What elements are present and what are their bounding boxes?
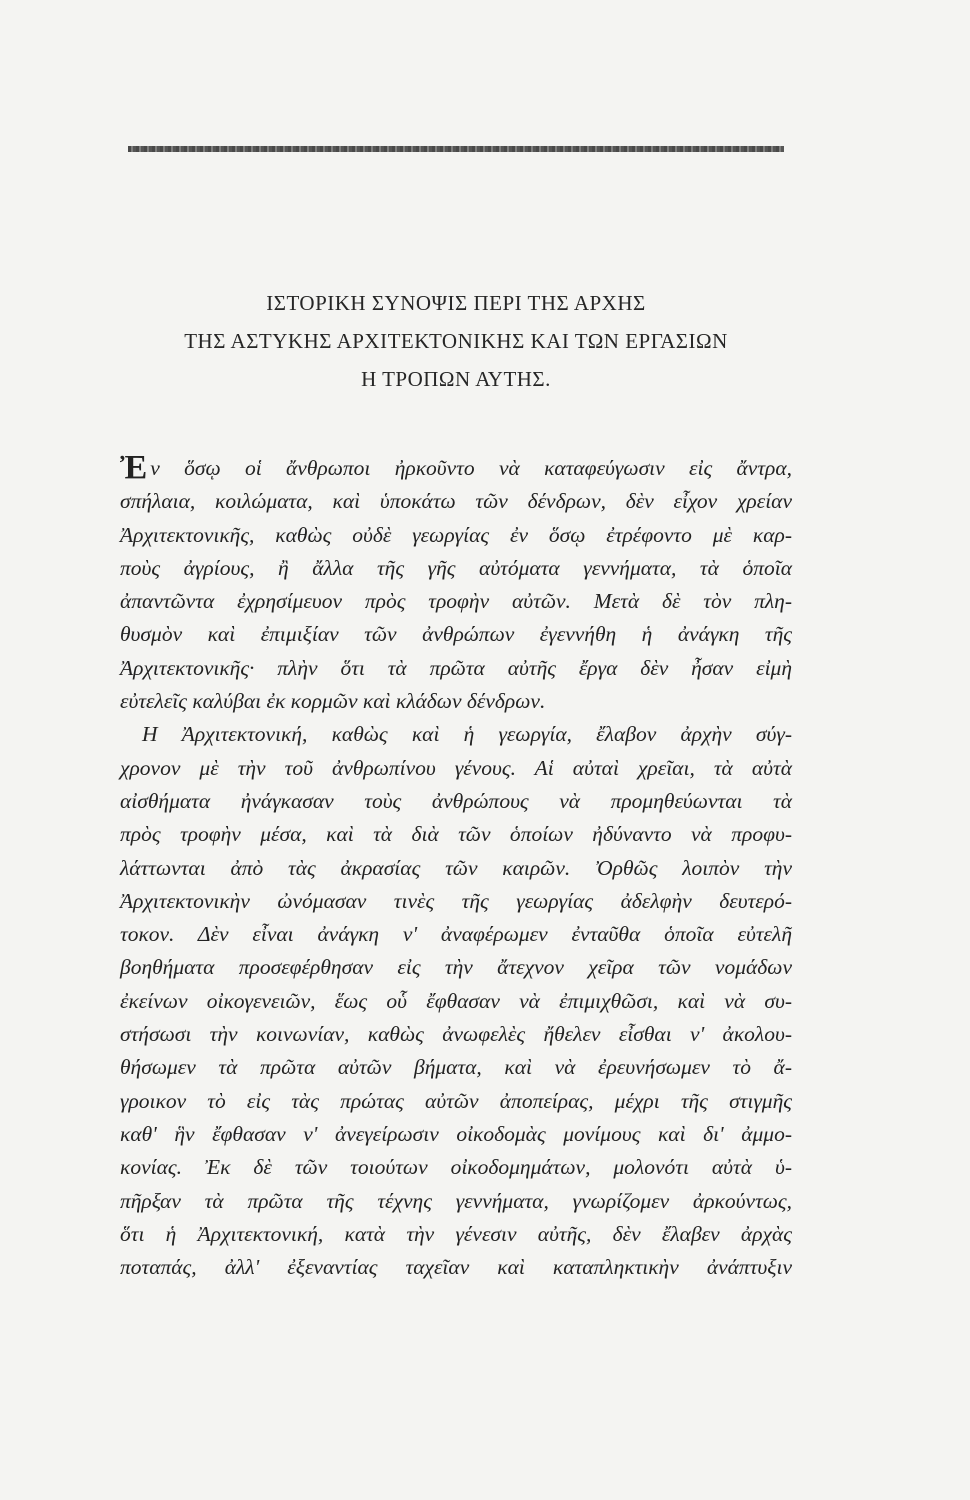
text-line: ὅτι ἡ Ἀρχιτεκτονική, κατὰ τὴν γένεσιν αὐτῆς, δὲν ἔλαβεν ἀρχὰς bbox=[120, 1221, 792, 1246]
text-line: κονίας. Ἐκ δὲ τῶν τοιούτων οἰκοδομημάτων, μολονότι αὐτὰ ὑ- bbox=[120, 1155, 792, 1180]
text-line: γροικον τὸ εἰς τὰς πρώτας αὐτῶν ἀποπείρας, μέχρι τῆς στιγμῆς bbox=[120, 1088, 792, 1113]
text-line: Ἀρχιτεκτονικῆς· πλὴν ὅτι τὰ πρῶτα αὐτῆς ἔργα δὲν ἦσαν εἰμὴ bbox=[120, 655, 792, 680]
text-line: πῆρξαν τὰ πρῶτα τῆς τέχνης γεννήματα, γνωρίζομεν ἀρκούντως, bbox=[120, 1188, 792, 1213]
title-line-3: Η ΤΡΟΠΩΝ ΑΥΤΗΣ. bbox=[361, 367, 551, 391]
text-line: εὐτελεῖς καλύβαι ἐκ κορμῶν καὶ κλάδων δένδρων. bbox=[120, 689, 546, 714]
body-text bbox=[120, 449, 792, 1284]
text-line: στήσωσι τὴν κοινωνίαν, καθὼς ἀνωφελὲς ἤθελεν εἶσθαι ν' ἀκολου- bbox=[120, 1022, 792, 1047]
text-line: καθ' ἣν ἔφθασαν ν' ἀνεγείρωσιν οἰκοδομὰς μονίμους καὶ δι' ἀμμο- bbox=[120, 1121, 792, 1146]
text-line: ποταπάς, ἀλλ' ἐξεναντίας ταχεῖαν καὶ καταπληκτικὴν ἀνάπτυξιν bbox=[120, 1255, 792, 1280]
chapter-title bbox=[120, 284, 792, 398]
text-line: σπήλαια, κοιλώματα, καὶ ὑποκάτω τῶν δένδρων, δὲν εἶχον χρείαν bbox=[120, 489, 792, 514]
text-line: Ἀρχιτεκτονικὴν ὠνόμασαν τινὲς τῆς γεωργίας ἀδελφὴν δευτερό- bbox=[120, 888, 792, 913]
text-line: χρονον μὲ τὴν τοῦ ἀνθρωπίνου γένους. Αἱ αὐταὶ χρεῖαι, τὰ αὐτὰ bbox=[120, 755, 792, 780]
text-line: τοκον. Δὲν εἶναι ἀνάγκη ν' ἀναφέρωμεν ἐνταῦθα ὁποῖα εὐτελῆ bbox=[120, 922, 792, 947]
text-line: λάττωνται ἀπὸ τὰς ἀκρασίας τῶν καιρῶν. Ὀρθῶς λοιπὸν τὴν bbox=[120, 855, 792, 880]
drop-cap: Ἐ bbox=[120, 449, 148, 486]
text-line: θήσωμεν τὰ πρῶτα αὐτῶν βήματα, καὶ νὰ ἐρευνήσωμεν τὸ ἄ- bbox=[120, 1055, 792, 1080]
title-line-2: ΤΗΣ ΑΣΤΥΚΗΣ ΑΡΧΙΤΕΚΤΟΝΙΚΗΣ ΚΑΙ ΤΩΝ ΕΡΓΑΣΙΩΝ bbox=[184, 329, 728, 353]
title-line-1: ΙΣΤΟΡΙΚΗ ΣΥΝΟΨΙΣ ΠΕΡΙ ΤΗΣ ΑΡΧΗΣ bbox=[266, 291, 646, 315]
text-line: ἐκείνων οἰκογενειῶν, ἕως οὗ ἔφθασαν νὰ ἐπιμιχθῶσι, καὶ νὰ συ- bbox=[120, 988, 792, 1013]
text-line: αἰσθήματα ἠνάγκασαν τοὺς ἀνθρώπους νὰ προμηθεύωνται τὰ bbox=[120, 788, 792, 813]
header-rule bbox=[128, 146, 784, 152]
text-line: βοηθήματα προσεφέρθησαν εἰς τὴν ἄτεχνον χεῖρα τῶν νομάδων bbox=[120, 955, 792, 980]
text-line: ποὺς ἀγρίους, ἢ ἄλλα τῆς γῆς αὐτόματα γεννήματα, τὰ ὁποῖα bbox=[120, 555, 792, 580]
text-line: πρὸς τροφὴν μέσα, καὶ τὰ διὰ τῶν ὁποίων ἠδύναντο νὰ προφυ- bbox=[120, 822, 792, 847]
text-line: Η Ἀρχιτεκτονική, καθὼς καὶ ἡ γεωργία, ἔλαβον ἀρχὴν σύγ- bbox=[142, 722, 792, 747]
text-line: ἀπαντῶντα ἐχρησίμευον πρὸς τροφὴν αὐτῶν. Μετὰ δὲ τὸν πλη- bbox=[120, 589, 792, 614]
text-line: Ἀρχιτεκτονικῆς, καθὼς οὐδὲ γεωργίας ἐν ὅσῳ ἐτρέφοντο μὲ καρ- bbox=[120, 522, 792, 547]
text-line: θυσμὸν καὶ ἐπιμιξίαν τῶν ἀνθρώπων ἐγεννήθη ἡ ἀνάγκη τῆς bbox=[120, 622, 792, 647]
text-line-first bbox=[120, 449, 792, 486]
first-line-text: ν ὅσῳ οἱ ἄνθρωποι ἠρκοῦντο νὰ καταφεύγωσιν εἰς ἄντρα, bbox=[150, 456, 792, 480]
